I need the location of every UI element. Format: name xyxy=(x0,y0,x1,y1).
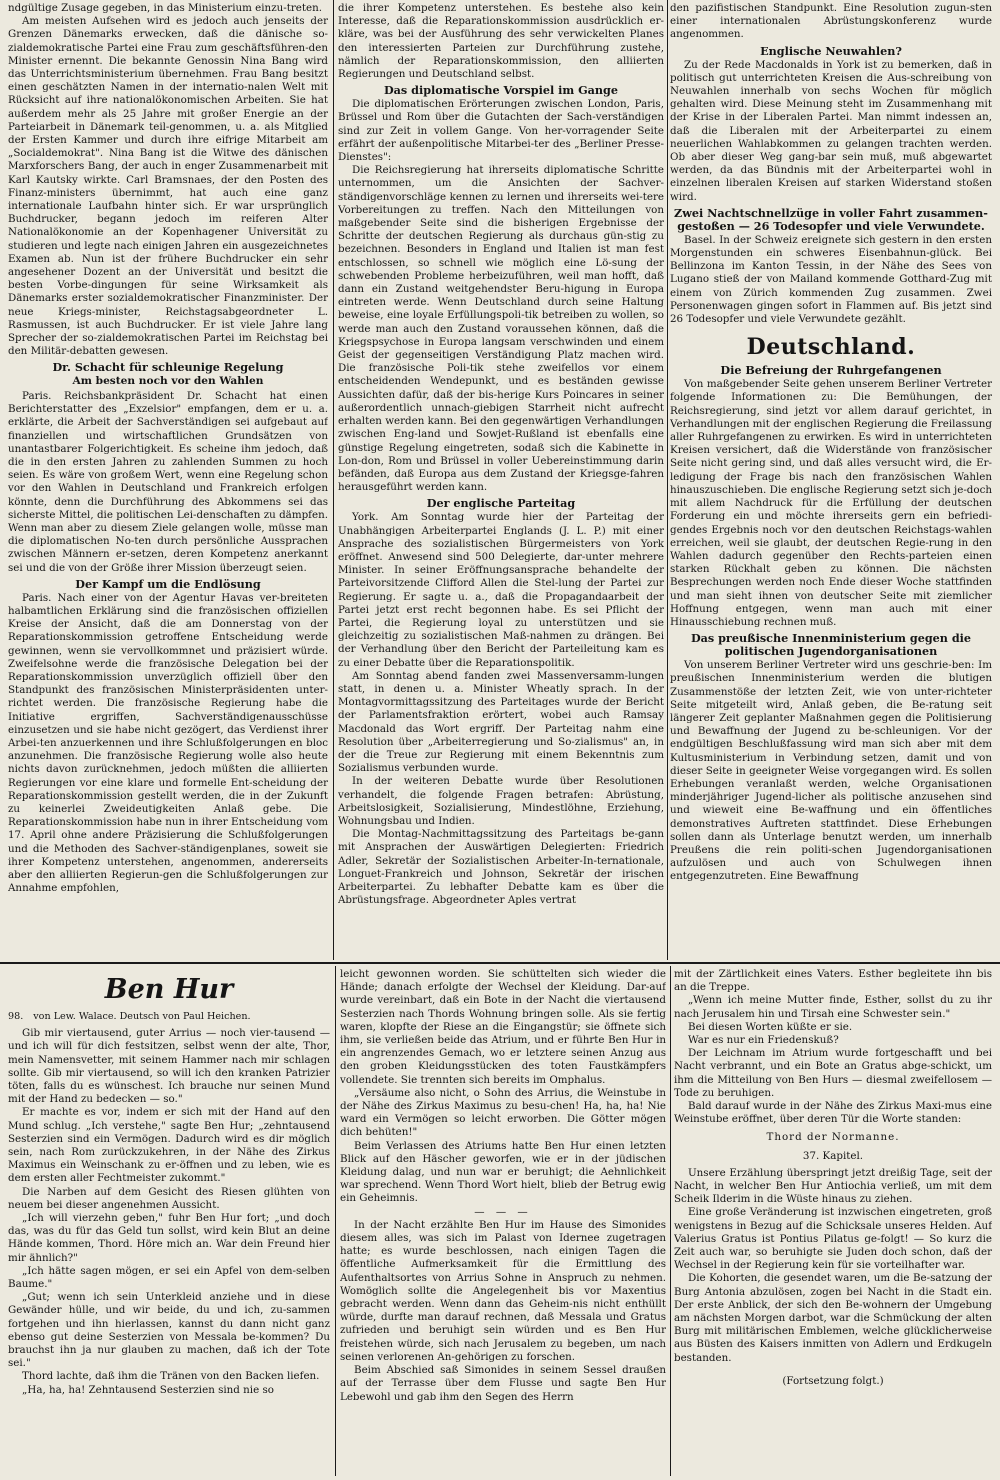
serial-column-1 xyxy=(8,968,330,1473)
serial-paragraph: „Wenn ich meine Mutter finde, Esther, sollst du zu ihr nach Jerusalem hin und Tirsah eine Schwester sein." xyxy=(674,994,992,1020)
serial-paragraph: leicht gewonnen worden. Sie schüttelten sich wieder die Hände; danach erfolgte der Wechsel der Kleidung. Dar-auf wurde vereinbart, daß ein Bote in der Nacht die viertausend Sesterzien nach Thords Wohnung bringen solle. Als sie fertig waren, klopfte der Riese an die Eingangstür; sie öffnete sich ihm, sie verließen beide das Atrium, und er führte Ben Hur in ein angrenzendes Gemach, wo er letztere seinen Anzug aus den groben Kleidungsstücken des toten Faustkämpfers vollendete. Sie trennten sich bereits im Omphalus. xyxy=(340,968,666,1086)
section-separator: — — — xyxy=(474,1205,532,1218)
section-divider xyxy=(0,962,1000,964)
serial-paragraph: Er machte es vor, indem er sich mit der Hand auf den Mund schlug. „Ich verstehe," sagte Ben Hur; „zehntausend Sesterzien sind ein Vermögen. Dadurch wird es dir möglich sein, nach Rom zurückzukehren, in der Nähe des Zirkus Maximus ein Weinschank zu er-öffnen und zu leben, wie es dem ersten aller Fechtmeister zukommt." xyxy=(8,1106,330,1185)
article-headline: Zwei Nachtschnellzüge in voller Fahrt zusammen-gestoßen — 26 Todesopfer und viele Verwundete. xyxy=(674,205,988,233)
article-paragraph: ndgültige Zusage gegeben, in das Ministerium einzu-treten. xyxy=(8,2,323,14)
article-headline: Das diplomatische Vorspiel im Gange xyxy=(383,83,618,98)
article-paragraph: Basel. In der Schweiz ereignete sich gestern in den ersten Morgenstunden ein schweres Eisenbahnun-glück. Bei Bellinzona im Kanton Tessin, in der Nähe des Sees von Lugano stieß der von Mailand kommende Gotthard-Zug mit einem von Zürich kommenden Zug zusammen. Zwei Personenwagen gingen sofort in Flammen auf. Bis jetzt sind 26 Todesopfer und viele Verwundete gezählt. xyxy=(670,233,992,326)
article-paragraph: den pazifistischen Standpunkt. Eine Resolution zugun-sten einer internationalen Abrüstungskonferenz wurde angenommen. xyxy=(670,2,992,41)
article-subheadline: Am besten noch vor den Wahlen xyxy=(72,375,264,388)
serial-paragraph: Beim Verlassen des Atriums hatte Ben Hur einen letzten Blick auf den Häscher geworfen, wie er in der jüdischen Kleidung dalag, und nun war er beruhigt; die Aehnlichkeit war sprechend. Wenn Thord Wort hielt, blieb der Betrug ewig ein Geheimnis. xyxy=(340,1139,666,1205)
serial-number: 98. xyxy=(8,1011,24,1022)
column-rule xyxy=(670,966,671,1476)
article-headline: Dr. Schacht für schleunige Regelung xyxy=(52,360,284,375)
article-paragraph: Von unserem Berliner Vertreter wird uns geschrie-ben: Im preußischen Innenministerium werden die blutigen Zusammenstöße der letzten Zeit, wie von unter-richteter Seite mitgeteilt wird, Anlaß geben, die Be-ratung seit längerer Zeit geplanter Maßnahmen gegen die Politisierung und Bewaffnung der Jugend zu be-schleunigen. Vor der endgültigen Beschlußfassung wird man sich aber mit dem Kultusministerium in Verbindung setzen, damit und von dieser Seite in geeigneter Weise vorgegangen wird. Es sollen Erhebungen veranlaßt werden, welche Organisationen minderjähriger Jugend-licher als politische anzusehen sind und wieweit eine Be-waffnung und ein öffentliches demonstratives Auftreten stattfindet. Diese Erhebungen sollen dann als Unterlage benutzt werden, um innerhalb Preußens die rein politi-schen Jugendorganisationen aufzulösen und auch von Schulwegen ihnen entgegenzutreten. Eine Bewaffnung xyxy=(670,659,992,883)
article-headline: Die Befreiung der Ruhrgefangenen xyxy=(720,363,942,378)
article-paragraph: In der weiteren Debatte wurde über Resolutionen verhandelt, die folgende Fragen betrafen: Abrüstung, Arbeitslosigkeit, Sozialisierung, Mindestlöhne, Erziehung, Wohnungsbau und Indien. xyxy=(338,775,664,827)
article-paragraph: Am Sonntag abend fanden zwei Massenversamm-lungen statt, in denen u. a. Minister Wheatly sprach. In der Montagvormittagssitzung des Parteitages wurde der Bericht der Parlamentsfraktion erörtert, wobei auch Ramsay Macdonald das Wort ergriff. Der Parteitag nahm eine Resolution über „Arbeiterregierung und So-zialismus" an, in der die Treue zur Regierung mit einem Bekenntnis zum Sozialismus verbunden wurde. xyxy=(338,669,664,775)
serial-paragraph: Thord lachte, daß ihm die Tränen von den Backen liefen. xyxy=(22,1370,320,1383)
section-title: Deutschland. xyxy=(746,334,916,361)
serial-paragraph: „Ich hätte sagen mögen, er sei ein Apfel von dem-selben Baume." xyxy=(8,1264,330,1291)
article-paragraph: Am meisten Aufsehen wird es jedoch auch jenseits der Grenzen Dänemarks erwecken, daß die dänische so-zialdemokratische Partei eine Frau zum geschäftsführen-den Minister ernennt. Die bekannte Genossin Nina Bang wird das Unterrichtsministerium übernehmen. Frau Bang besitzt einen geschätzten Namen in der internatio-nalen Welt mit Rücksicht auf ihre nationalökonomischen Arbeiten. Sie hat außerdem mehr als 25 Jahre mit großer Energie an der Parteiarbeit in Dänemark teil-genommen, u. a. als Mitglied der Ersten Kammer und durch ihre eifrige Mitarbeit am „Socialdemokrat". Nina Bang ist die Witwe des dänischen Marxforschers Bang, der auch in enger Zusammenarbeit mit Karl Kautsky wirkte. Carl Bramsnaes, der den Posten des Finanz-ministers übernimmt, hat auch eine ganz internationale Laufbahn hinter sich. Er war ursprünglich Buchdrucker, begann jedoch im reiferen Alter Nationalökonomie an der Kopenhagener Universität zu studieren und legte nach einigen Jahren ein ausgezeichnetes Examen ab. Nun ist der frühere Buchdrucker ein sehr angesehener Dozent an der Universität und besitzt die besten Vorbe-dingungen für seine Wirksamkeit als Dänemarks erster sozialdemokratischer Finanzminister. Der neue Kriegs-minister, Reichstagsabgeordneter L. Rasmussen, ist auch Buchdrucker. Er ist viele Jahre lang Sprecher der so-zialdemokratischen Partei im Reichstag bei den Militär-debatten gewesen. xyxy=(8,15,328,358)
article-headline: Der Kampf um die Endlösung xyxy=(75,576,261,591)
serial-paragraph: Beim Abschied saß Simonides in seinem Sessel draußen auf der Terrasse über dem Flusse und sagte Ben Hur Lebewohl und gab ihm den Segen des Herrn xyxy=(340,1364,666,1403)
serial-paragraph: Gib mir viertausend, guter Arrius — noch vier-tausend — und ich will für dich festsitzen, selbst wenn der alte, Thor, mein Namensvetter, mit seinem Hammer nach mir schlagen sollte. Gib mir viertausend, so will ich den kranken Patrizier töten, falls du es wünschest. Ich brauche nur seinen Mund mit der Hand zu bedecken — so." xyxy=(8,1027,330,1106)
article-paragraph: Paris. Reichsbankpräsident Dr. Schacht hat einen Berichterstatter des „Exzelsior" empfangen, dem er u. a. erklärte, die Arbeit der Sachverständigen sei aufgebaut auf finanziellen und wirtschaftlichen Grundsätzen von unantastbarer Folgerichtigkeit. Es scheine ihm jedoch, daß die in den ersten Jahren zu zahlenden Summen zu hoch seien. Es wäre von großem Wert, wenn eine Regelung schon vor den Wahlen in Deutschland und Frankreich erfolgen könnte, denn die Durchführung des Abkommens sei das sicherste Mittel, die politischen Lei-denschaften zu dämpfen. Wenn man aber zu diesem Ziele gelangen wolle, müsse man die diplomatischen No-ten durch persönliche Aussprachen zwischen Männern er-setzen, deren Kompetenz anerkannt sei und die von der Größe ihrer Mission überzeugt seien. xyxy=(8,389,328,574)
column-rule xyxy=(333,0,334,960)
chapter-heading: 37. Kapitel. xyxy=(802,1149,864,1162)
serial-paragraph: Unsere Erzählung überspringt jetzt dreißig Tage, seit der Nacht, in welcher Ben Hur Antiochia verließ, um mit dem Scheik Ilderim in die Wüste hinaus zu ziehen. xyxy=(674,1166,992,1206)
serial-column-3 xyxy=(674,968,992,1473)
column-1 xyxy=(8,2,328,957)
serial-title: Ben Hur xyxy=(104,974,234,1005)
article-paragraph: Die diplomatischen Erörterungen zwischen London, Paris, Brüssel und Rom über die Gutachten der Sach-verständigen sind zur Zeit in vollem Gange. Von her-vorragender Seite erfährt der außenpolitische Mitarbei-ter des „Berliner Presse-Dienstes": xyxy=(338,98,664,164)
article-paragraph: Die Reichsregierung hat ihrerseits diplomatische Schritte unternommen, um die Ansichten der Sachver-ständigenvorschläge kennen zu lernen und ihrerseits wei-tere Vorbereitungen zu treffen. Nach den Mitteilungen von maßgebender Seite sind die bisherigen Ergebnisse der Schritte der deutschen Regierung als durchaus gün-stig zu bezeichnen. Besonders in England und Italien ist man fest entschlossen, so schnell wie möglich eine Lö-sung der schwebenden Probleme herbeizuführen, weil man hofft, daß dann ein Zustand weitgehendster Beru-higung in Europa eintreten werde. Wenn Deutschland durch seine Haltung beweise, eine loyale Erfüllungspoli-tik betreiben zu wollen, so werde man auch den Zustand voraussehen können, daß die Kriegspsychose in Europa langsam verschwinden und einem Geist der gegenseitigen Verständigung Platz machen wird. Die französische Poli-tik stehe zweifellos vor einem entscheidenden Wendepunkt, und es beständen gewisse Aussichten dafür, daß der bis-herige Kurs Poincares in seiner außerordentlich unnach-giebigen Starrheit nicht aufrecht erhalten werden kann. Bei den gegenwärtigen Verhandlungen zwischen Eng-land und Sowjet-Rußland ist ebenfalls eine günstige Regelung eingetreten, sodaß sich die Kabinette in Lon-don, Rom und Brüssel in voller Uebereinstimmung darin befänden, daß Europa aus dem Zustand der Kriegsge-fahren herausgeführt werden kann. xyxy=(338,164,664,494)
article-paragraph: Von maßgebender Seite gehen unserem Berliner Vertreter folgende Informationen zu: Die Bemühungen, der Reichsregierung, sind jetzt vor allem darauf gerichtet, in Verhandlungen mit der englischen Regierung die Freilassung aller Ruhrgefangenen zu erwirken. Es wird in unterrichteten Kreisen versichert, daß die Widerstände von französischer Seite nicht gering sind, und daß alles versucht wird, die Er-ledigung der Frage bis nach den französischen Wahlen hinauszuschieben. Die englische Regierung setzt sich je-doch mit allem Nachdruck für die Erfüllung der deutschen Forderung ein und möchte ihrerseits gern ein befriedi-gendes Ergebnis noch vor den deutschen Reichstags-wahlen erreichen, weil sie glaubt, der deutschen Regie-rung in den Wahlen dadurch gegenüber den Rechts-parteien einen starken Rückhalt geben zu können. Die nächsten Besprechungen werden noch Ende dieser Woche stattfinden und man sieht ihnen von deutscher Seite mit ziemlicher Hoffnung entgegen, wenn man auch mit einer Hinausschiebung rechnen muß. xyxy=(670,378,992,628)
column-3 xyxy=(670,2,992,957)
serial-paragraph: Die Kohorten, die gesendet waren, um die Be-satzung der Burg Antonia abzulösen, zogen bei Nacht in die Stadt ein. Der erste Anblick, der sich den Be-wohnern der Umgebung am nächsten Morgen darbot, war die Schmückung der alten Burg mit militärischen Emblemen, welche glücklicherweise aus Büsten des Kaisers inmitten von Adlern und Erdkugeln bestanden. xyxy=(674,1272,992,1364)
serial-byline xyxy=(8,1010,330,1023)
serial-paragraph: „Ich will vierzehn geben," fuhr Ben Hur fort; „und doch das, was du für das Geld tun sollst, wird kein Blut an deine Hände kommen, Thord. Höre mich an. War dein Freund hier mir ähnlich?" xyxy=(8,1212,330,1264)
serial-column-2 xyxy=(340,968,666,1473)
serial-paragraph: mit der Zärtlichkeit eines Vaters. Esther begleitete ihn bis an die Treppe. xyxy=(674,968,992,994)
continuation-note: (Fortsetzung folgt.) xyxy=(782,1374,884,1387)
column-rule xyxy=(335,966,336,1476)
article-headline: Englische Neuwahlen? xyxy=(760,43,902,58)
article-paragraph: Zu der Rede Macdonalds in York ist zu bemerken, daß in politisch gut unterrichteten Kreisen die Aus-schreibung von Neuwahlen innerhalb von sechs Wochen für möglich gehalten wird. Diese Meinung steht im Zusammenhang mit der Krise in der Liberalen Partei. Man nimmt indessen an, daß die Liberalen mit der Arbeiterpartei zu einem neuerlichen Wahlabkommen zu gelangen trachten werden. Ob aber dieser Weg gang-bar sein muß, muß abgewartet werden, da das Bündnis mit der Arbeiterpartei wohl in einzelnen liberalen Kreisen auf starken Widerstand stoßen wird. xyxy=(670,58,992,203)
serial-author: von Lew. Walace. Deutsch von Paul Heichen. xyxy=(33,1011,251,1022)
serial-paragraph: Der Leichnam im Atrium wurde fortgeschafft und bei Nacht verbrannt, und ein Bote an Gratus abge-schickt, um ihm die Mitteilung von Ben Hurs — diesmal zweifellosem — Tode zu beruhigen. xyxy=(674,1047,992,1099)
article-headline: Das preußische Innenministerium gegen die politischen Jugendorganisationen xyxy=(690,631,972,659)
article-paragraph: Die Montag-Nachmittagssitzung des Parteitags be-gann mit Ansprachen der Auswärtigen Delegierten: Friedrich Adler, Sekretär der Sozialistischen Arbeiter-In-ternationale, Longuet-Frankreich und Johnson, Sekretär der irischen Arbeiterpartei. Zu lebhafter Debatte kam es über die Abrüstungsfrage. Abgeordneter Aples vertrat xyxy=(338,828,664,907)
column-2 xyxy=(338,2,664,957)
serial-paragraph: In der Nacht erzählte Ben Hur im Hause des Simonides diesem alles, was sich im Palast von Idernee zugetragen hatte; es wurde beschlossen, nach einigen Tagen die öffentliche Aufmerksamkeit für die Ermittlung des Aufenthaltsortes von Arrius Sohne in Anspruch zu nehmen. Womöglich sollte die Angelegenheit bis vor Maxentius gebracht werden. Wenn dann das Geheim-nis nicht enthüllt würde, durfte man darauf rechnen, daß Messala und Gratus zufrieden und beruhigt sein würden und es Ben Hur freistehen würde, sich nach Jerusalem zu begeben, um nach seinen verlorenen An-gehörigen zu forschen. xyxy=(340,1218,666,1363)
serial-paragraph: „Ha, ha, ha! Zehntausend Sesterzien sind nie so xyxy=(22,1383,274,1396)
article-paragraph: die ihrer Kompetenz unterstehen. Es bestehe also kein Interesse, daß die Reparationskommission ausdrücklich er-kläre, was bei der Ausführung des sehr verwickelten Planes den interessierten Parteien zur Durchführung zustehe, nämlich der Reparationskommission, den alliierten Regierungen und Deutschland selbst. xyxy=(338,2,664,81)
article-paragraph: Paris. Nach einer von der Agentur Havas ver-breiteten halbamtlichen Erklärung sind die französischen offiziellen Kreise der Ansicht, daß die am Donnerstag von der Reparationskommission getroffene Entscheidung werde gewinnen, wenn sie vervollkommnet und präzisiert würde. Zweifelsohne werde die französische Delegation bei der Reparationskommission unverzüglich offiziell über den Standpunkt des französischen Ministerpräsidenten unter-richtet werden. Die französische Regierung habe die Initiative ergriffen, Sachverständigenausschüsse einzusetzen und sie habe nicht gezögert, das Verdienst ihrer Arbei-ten anzuerkennen und ihre Schlußfolgerungen en bloc anzunehmen. Die französische Regierung wolle also heute nichts davon zurücknehmen, jedoch müßten die alliierten Regierungen vor eine klare und formelle Ent-scheidung der Reparationskommission gestellt werden, die in der Zukunft zu keinerlei Zweideutigkeiten Anlaß gebe. Die Reparationskommission habe nun in ihrer Entscheidung vom 17. April ohne andere Präzisierung die Schlußfolgerungen und die Methoden des Sachver-ständigenplanes, soweit sie ihrer Kompetenz unterstehen, angenommen, andererseits aber den alliierten Regierun-gen die Schlußfolgerungen zur Annahme empfohlen, xyxy=(8,591,328,895)
article-headline: Der englische Parteitag xyxy=(426,496,576,511)
serial-paragraph: War es nur ein Friedenskuß? xyxy=(688,1034,839,1047)
column-rule xyxy=(667,0,668,960)
article-paragraph: York. Am Sonntag wurde hier der Parteitag der Unabhängigen Arbeiterpartei Englands (J. L. P.) mit einer Ansprache des sozialistischen Bürgermeisters von York eröffnet. Anwesend sind 500 Delegierte, dar-unter mehrere Minister. In seiner Eröffnungsansprache behandelte der Parteivorsitzende Clifford Allen die Stel-lung der Partei zur Regierung. Er sagte u. a., daß die Propagandaarbeit der Partei jetzt erst recht begonnen habe. Es sei Pflicht der Partei, die Regierung loyal zu unterstützen und sie gleichzeitig zu sozialistischen Maß-nahmen zu drängen. Bei der Verhandlung über den Bericht der Parteileitung kam es zu einer Debatte über die Reparationspolitik. xyxy=(338,511,664,669)
serial-paragraph: Eine große Veränderung ist inzwischen eingetreten, groß wenigstens in Bezug auf die Schicksale unseres Helden. Auf Valerius Gratus ist Pontius Pilatus ge-folgt! — So kurz die Zeit auch war, so beruhigte sie Juden doch schon, daß der Wechsel in der Regierung kein für sie vorteilhafter war. xyxy=(674,1206,992,1272)
serial-paragraph: Die Narben auf dem Gesicht des Riesen glühten von neuem bei dieser angenehmen Aussicht. xyxy=(8,1185,330,1211)
serial-paragraph: Bei diesen Worten küßte er sie. xyxy=(688,1020,853,1033)
serial-paragraph: Bald darauf wurde in der Nähe des Zirkus Maxi-mus eine Weinstube eröffnet, über deren Tür die Worte standen: xyxy=(674,1100,992,1126)
sign-text: Thord der Normanne. xyxy=(766,1131,900,1144)
serial-paragraph: „Gut; wenn ich sein Unterkleid anziehe und in diese Gewänder hülle, und wir beide, du und ich, zu-sammen fortgehen und ihn hierlassen, kannst du dann nicht ganz ebenso gut deine Sesterzien von Messala be-kommen? Du brauchst ihn ja nur glauben zu machen, daß ich der Tote sei." xyxy=(8,1291,330,1370)
serial-paragraph: „Versäume also nicht, o Sohn des Arrius, die Weinstube in der Nähe des Zirkus Maximus zu besu-chen! Ha, ha, ha! Nie ward ein Vermögen so leicht erworben. Die Götter mögen dich behüten!" xyxy=(340,1086,666,1139)
